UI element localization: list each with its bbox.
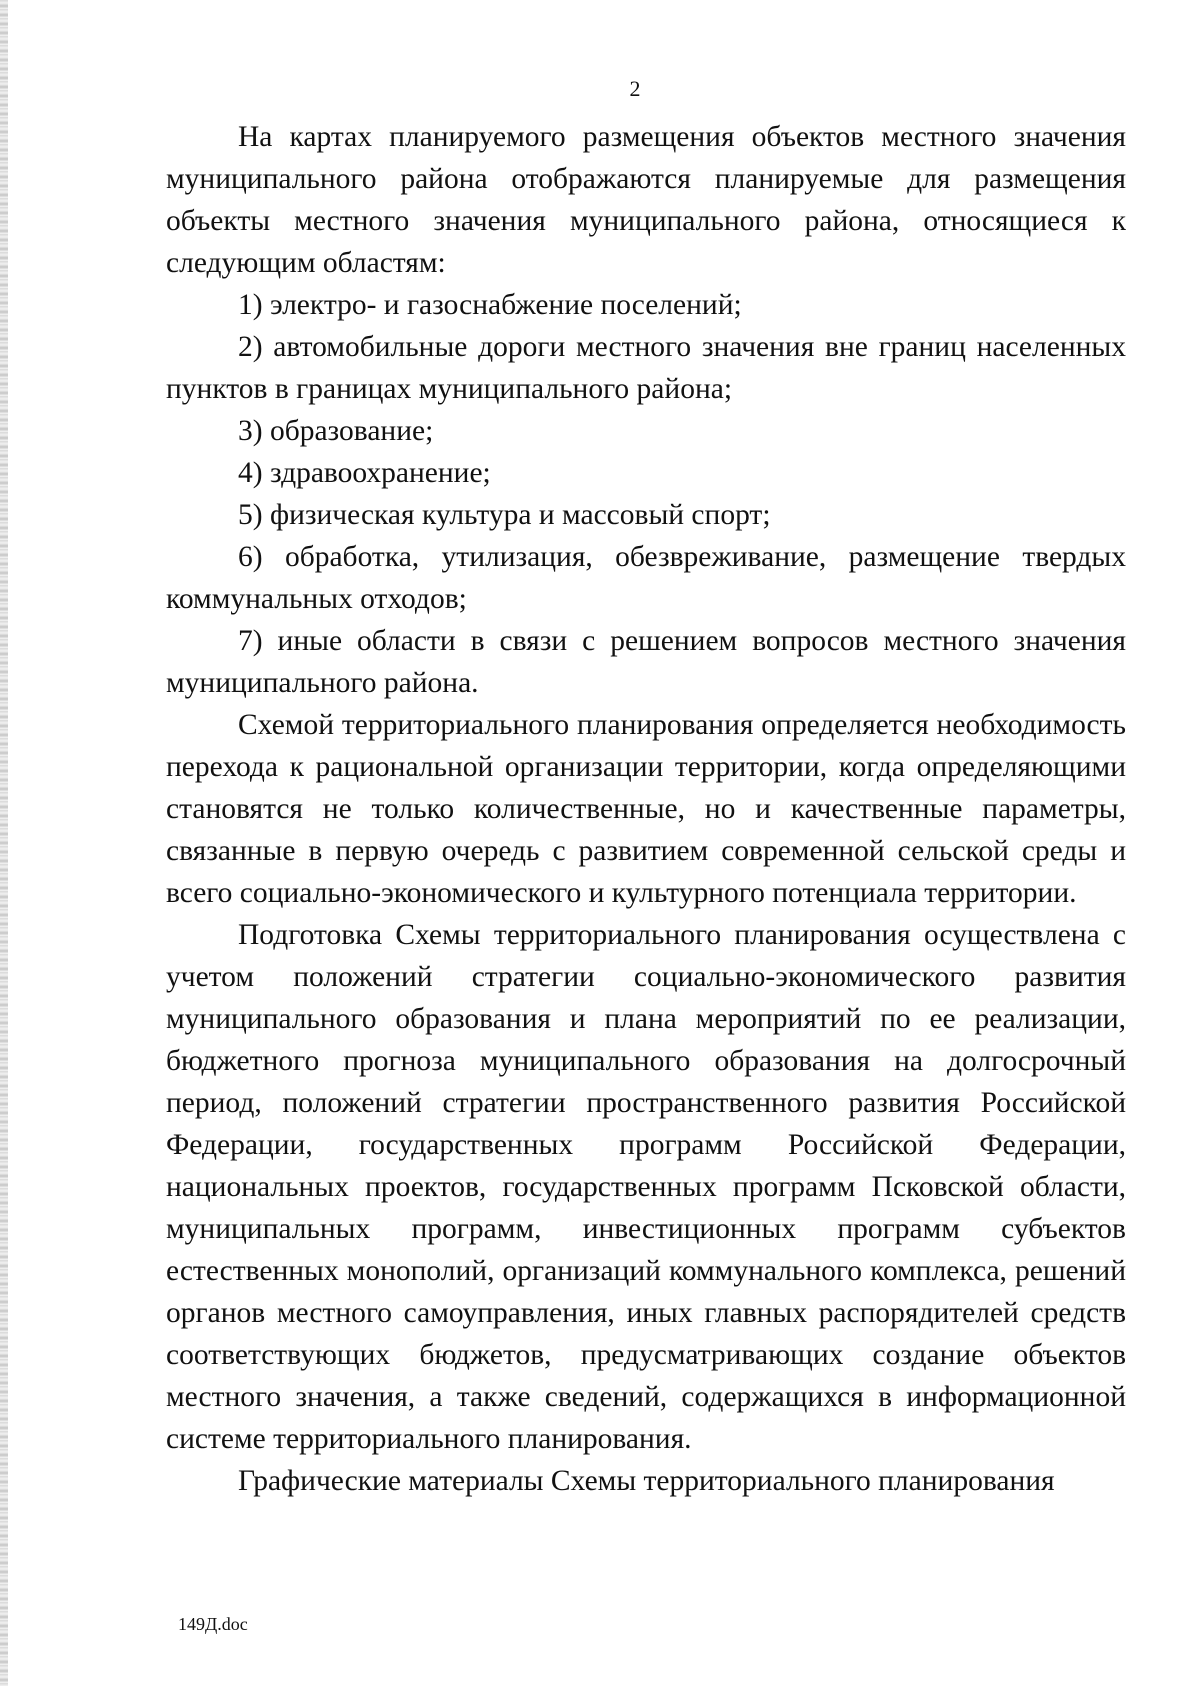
document-body	[166, 116, 1126, 1502]
list-item-4: 4) здравоохранение;	[238, 457, 491, 489]
list-item-3: 3) образование;	[238, 415, 434, 447]
paragraph-scheme: Схемой территориального планирования определяется необходимость перехода к рациональной организации территории, когда определяющими становятся не только количественные, но и качественные параметры, связанные в первую очередь с развитием современной сельской среды и всего социально-экономического и культурного потенциала территории.	[166, 709, 1126, 909]
list-item-7: 7) иные области в связи с решением вопросов местного значения муниципального района.	[166, 625, 1126, 699]
page-number: 2	[629, 76, 641, 101]
list-item-1: 1) электро- и газоснабжение поселений;	[238, 289, 742, 321]
paragraph-preparation: Подготовка Схемы территориального планирования осуществлена с учетом положений стратегии социально-экономического развития муниципального образования и плана мероприятий по ее реализации, бюджетного прогноза муниципального образования на долгосрочный период, положений стратегии пространственного развития Российской Федерации, государственных программ Российской Федерации, национальных проектов, государственных программ Псковской области, муниципальных программ, инвестиционных программ субъектов естественных монополий, организаций коммунального комплекса, решений органов местного самоуправления, иных главных распорядителей средств соответствующих бюджетов, предусматривающих создание объектов местного значения, а также сведений, содержащихся в информационной системе территориального планирования.	[166, 919, 1126, 1455]
list-item-2: 2) автомобильные дороги местного значения вне границ населенных пунктов в границах муниципального района;	[166, 331, 1126, 405]
paragraph-intro: На картах планируемого размещения объектов местного значения муниципального района отображаются планируемые для размещения объекты местного значения муниципального района, относящиеся к следующим областям:	[166, 121, 1126, 279]
list-item-5: 5) физическая культура и массовый спорт;	[238, 499, 771, 531]
scan-edge-artifact	[0, 0, 8, 1686]
list-item-6: 6) обработка, утилизация, обезвреживание, размещение твердых коммунальных отходов;	[166, 541, 1126, 615]
paragraph-graphics: Графические материалы Схемы территориального планирования	[238, 1465, 1055, 1497]
footer-filename: 149Д.doc	[178, 1614, 248, 1634]
